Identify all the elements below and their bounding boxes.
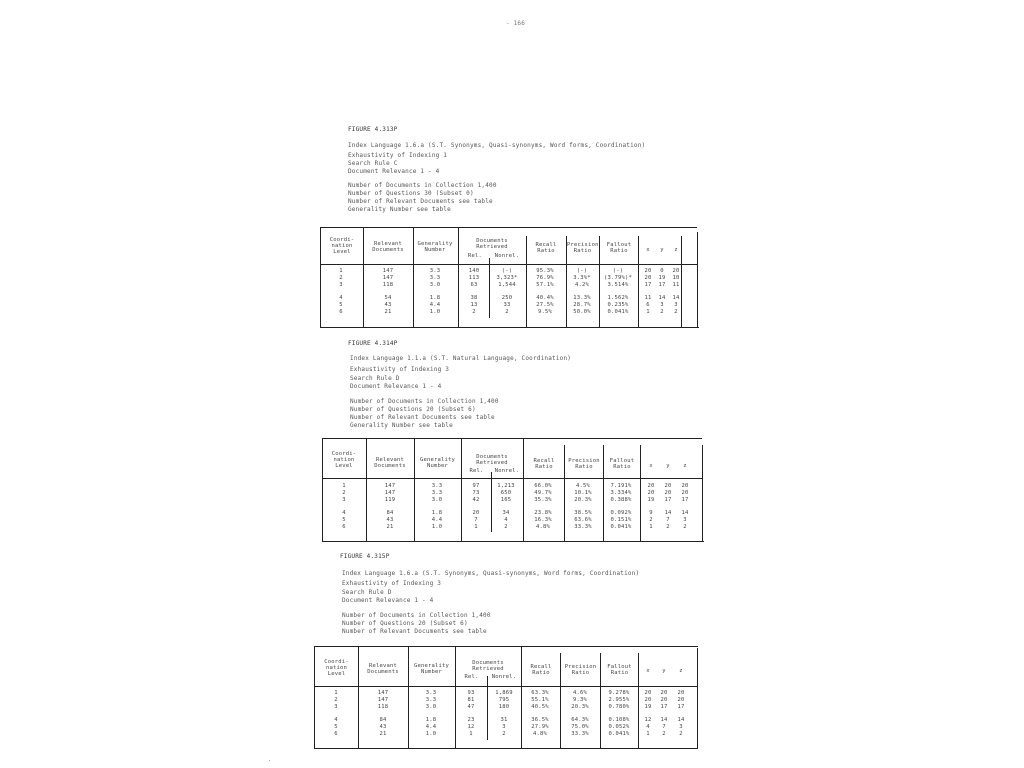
figure-desc-line: Document Relevance 1 - 4 (342, 597, 434, 604)
table-cell: 7 (662, 723, 666, 730)
col-header: x (649, 463, 653, 469)
table-cell: 10 (672, 275, 680, 282)
col-header: Precision Ratio (568, 458, 600, 470)
table-cell: 49.7% (534, 490, 552, 497)
table-cell: 147 (377, 697, 389, 704)
table-cell: 14 (677, 716, 685, 723)
figure-desc-line: Index Language 1.6.a (S.T. Synonyms, Quasi-synonyms, Word forms, Coordination) (342, 570, 640, 577)
table-cell: 14 (664, 509, 672, 516)
table-cell: 33.3% (574, 524, 592, 530)
table-cell: 21 (384, 309, 392, 315)
table-cell: (-) (612, 268, 624, 274)
table-cell: 650 (500, 490, 512, 497)
table-cell: 0.235% (607, 301, 629, 308)
table-cell: 1,213 (497, 483, 515, 489)
table-cell: 4 (646, 723, 650, 730)
col-header: y (666, 463, 670, 469)
table-cell: 20 (472, 509, 480, 516)
table-cell: 2 (472, 309, 476, 315)
table-cell: 4 (504, 516, 508, 523)
table-cell: 2 (504, 524, 508, 530)
table-cell: 118 (377, 704, 389, 711)
table-cell: 4.8% (532, 731, 548, 737)
col-header: Fallout Ratio (609, 458, 635, 470)
col-header: Documents Retrieved (476, 238, 508, 250)
col-header: Documents Retrieved (472, 660, 504, 672)
table-cell: 2 (342, 490, 346, 497)
figure-desc-line: Index Language 1.1.a (S.T. Natural Language, Coordination) (350, 355, 572, 362)
figure-desc-line: Search Rule D (342, 589, 392, 596)
table-cell: 20 (647, 483, 655, 489)
table-cell: 17 (681, 497, 689, 504)
table-cell: 75.0% (571, 723, 589, 730)
table-cell: 2 (683, 524, 687, 530)
table-cell: 9 (649, 509, 653, 516)
col-header: Documents Retrieved (476, 454, 508, 466)
table-cell: 14 (681, 509, 689, 516)
table-cell: 93 (467, 690, 475, 696)
table-cell: 795 (498, 697, 510, 704)
figure-desc-line: Number of Documents in Collection 1,400 (348, 182, 497, 189)
col-header: Generality Number (413, 663, 450, 675)
table-cell: 33 (503, 301, 511, 308)
table-cell: 10.1% (574, 490, 592, 497)
table-cell: 2 (505, 309, 509, 315)
figure-desc-line: Exhaustivity of Indexing 3 (342, 580, 442, 587)
table-cell: 3.3 (429, 275, 441, 282)
table-cell: 3.3 (425, 690, 437, 696)
table-cell: 3.3 (429, 268, 441, 274)
table-cell: 57.1% (536, 282, 554, 289)
table-cell: 28.7% (573, 301, 591, 308)
table-cell: 140 (468, 268, 480, 274)
table-cell: 47 (467, 704, 475, 711)
table-cell: 20 (681, 483, 689, 489)
table-cell: 50.0% (573, 309, 591, 315)
table-cell: 5 (339, 301, 343, 308)
table-cell: 19 (658, 275, 666, 282)
col-header: Recall Ratio (533, 458, 555, 470)
table-cell: 1.562% (607, 294, 629, 301)
table-cell: 17 (677, 704, 685, 711)
col-header: x (646, 247, 650, 253)
col-header: Relevant Documents (374, 457, 406, 469)
table-cell: 95.3% (536, 268, 554, 274)
table-cell: 4 (342, 509, 346, 516)
col-header: y (662, 668, 666, 674)
figure-desc-line: Exhaustivity of Indexing 1 (348, 152, 448, 159)
table-cell: 119 (384, 497, 396, 504)
table-cell: 20 (647, 490, 655, 497)
table-cell: 33.3% (571, 731, 589, 737)
table-cell: 20 (644, 690, 652, 696)
figure-desc-line: Exhaustivity of Indexing 3 (350, 366, 450, 373)
table-cell: 147 (384, 490, 396, 497)
table-cell: 0.092% (610, 509, 632, 516)
figure-desc-line: Generality Number see table (348, 206, 451, 213)
table-cell: 19 (644, 704, 652, 711)
figure-title: FIGURE 4.314P (348, 340, 398, 347)
table-cell: 4.6% (572, 690, 588, 696)
table-cell: 42 (472, 497, 480, 504)
table-cell: 36.5% (531, 716, 549, 723)
table-cell: 16.3% (534, 516, 552, 523)
table-cell: 17 (644, 282, 652, 289)
figure-desc-line: Number of Questions 20 (Subset 6) (342, 620, 468, 627)
table-cell: 2 (679, 731, 683, 737)
table-cell: 20 (644, 697, 652, 704)
table-cell: 19 (647, 497, 655, 504)
table-cell: 66.0% (534, 483, 552, 489)
table-cell: 20 (664, 490, 672, 497)
col-header: Relevant Documents (367, 663, 399, 675)
table-cell: (3.79%)* (603, 275, 633, 282)
table-cell: 3.3 (431, 490, 443, 497)
table-cell: 147 (384, 483, 396, 489)
col-header: Rel. (469, 468, 484, 474)
table-cell: 3 (660, 301, 664, 308)
table-cell: 38.5% (574, 509, 592, 516)
table-cell: 55.1% (531, 697, 549, 704)
table-cell: 31 (500, 716, 508, 723)
table-cell: 113 (468, 275, 480, 282)
table-cell: 20.3% (574, 497, 592, 504)
table-cell: 2 (649, 516, 653, 523)
table-cell: 3 (502, 723, 506, 730)
table-cell: 63 (470, 282, 478, 289)
table-cell: 20 (677, 690, 685, 696)
table-cell: 3.334% (610, 490, 632, 497)
col-header: Fallout Ratio (607, 664, 632, 676)
table-cell: 1 (646, 309, 650, 315)
table-cell: 6 (342, 524, 346, 530)
table-cell: 17 (660, 704, 668, 711)
table-cell: 14 (660, 716, 668, 723)
table-cell: 20 (681, 490, 689, 497)
col-header: Precision Ratio (567, 242, 599, 254)
table-cell: 34 (502, 509, 510, 516)
table-cell: 4.8% (535, 524, 551, 530)
table-cell: 11 (672, 282, 680, 289)
col-header: Generality Number (417, 241, 453, 253)
col-header: Rel. (467, 253, 483, 259)
table-cell: 1.8 (431, 509, 443, 516)
table-cell: 11 (644, 294, 652, 301)
table-cell: 63.3% (531, 690, 549, 696)
table-cell: 0.388% (610, 497, 632, 504)
figure-desc-line: Number of Documents in Collection 1,400 (350, 398, 499, 405)
table-cell: 250 (501, 294, 513, 301)
table-cell: 4.4 (429, 301, 441, 308)
table-cell: 4.5% (575, 483, 591, 489)
col-header: y (660, 247, 664, 253)
table-cell: 147 (377, 690, 389, 696)
table-cell: 2.955% (608, 697, 630, 704)
table-cell: 1 (334, 690, 338, 696)
table-cell: 1.8 (425, 716, 437, 723)
table-cell: 0.780% (608, 704, 630, 711)
table-cell: 9.5% (537, 309, 553, 315)
table-cell: 20 (664, 483, 672, 489)
table-cell: 76.9% (536, 275, 554, 282)
col-header: Coordi- nation Level (329, 237, 355, 255)
table-cell: 20 (672, 268, 680, 274)
table-cell: 17 (658, 282, 666, 289)
table-cell: 12 (644, 716, 652, 723)
figure-desc-line: Number of Relevant Documents see table (348, 198, 493, 205)
figure-desc-line: Search Rule D (350, 375, 400, 382)
table-cell: 3,323* (496, 275, 518, 282)
col-header: Coordi- nation Level (324, 659, 349, 677)
table-cell: 20 (644, 275, 652, 282)
table-cell: (-) (576, 268, 588, 274)
table-cell: 63.6% (574, 516, 592, 523)
table-cell: 1 (649, 524, 653, 530)
table-cell: 2 (339, 275, 343, 282)
table-cell: 4.2% (574, 282, 590, 289)
col-header: Recall Ratio (530, 664, 552, 676)
figure-desc-line: Document Relevance 1 - 4 (348, 168, 440, 175)
table-cell: 27.5% (536, 301, 554, 308)
figure-desc-line: Index Language 1.6.a (S.T. Synonyms, Quasi-synonyms, Word forms, Coordination) (348, 142, 646, 149)
table-cell: 20 (660, 697, 668, 704)
table-cell: 23.8% (534, 509, 552, 516)
table-cell: 118 (382, 282, 394, 289)
table-cell: 1 (342, 483, 346, 489)
table-cell: 20 (644, 268, 652, 274)
table-cell: 1.8 (429, 294, 441, 301)
col-header: Coordi- nation Level (331, 451, 357, 469)
table-cell: 3 (679, 723, 683, 730)
figure-desc-line: Generality Number see table (350, 422, 453, 429)
table-cell: 1 (474, 524, 478, 530)
table-cell: 43 (379, 723, 387, 730)
table-cell: 84 (379, 716, 387, 723)
table-cell: 5 (342, 516, 346, 523)
table-cell: 38 (470, 294, 478, 301)
table-cell: 2 (674, 309, 678, 315)
page-number: - 166 (506, 20, 526, 27)
table-cell: 20.3% (571, 704, 589, 711)
table-cell: 4 (334, 716, 338, 723)
table-cell: 147 (382, 268, 394, 274)
col-header: Nonrel. (491, 674, 517, 680)
table-cell: 6 (646, 301, 650, 308)
table-cell: 7 (474, 516, 478, 523)
table-cell: 2 (662, 731, 666, 737)
table-cell: 3 (674, 301, 678, 308)
table-cell: 0 (660, 268, 664, 274)
table-cell: 4.4 (425, 723, 437, 730)
table-cell: 20 (677, 697, 685, 704)
col-header: z (683, 463, 687, 469)
col-header: z (679, 668, 683, 674)
figure-desc-line: Number of Documents in Collection 1,400 (342, 612, 491, 619)
col-header: z (674, 247, 678, 253)
table-cell: 0.151% (610, 516, 632, 523)
figure-desc-line: Number of Questions 20 (Subset 6) (350, 406, 476, 413)
table-cell: 0.108% (608, 716, 630, 723)
table-cell: 3.0 (431, 497, 443, 504)
table-cell: 1,544 (498, 282, 516, 289)
table-cell: 1 (469, 731, 473, 737)
table-cell: 27.9% (531, 723, 549, 730)
table-cell: 1 (646, 731, 650, 737)
figure-desc-line: Number of Relevant Documents see table (342, 628, 487, 635)
col-header: Relevant Documents (372, 241, 404, 253)
table-cell: 0.052% (608, 723, 630, 730)
figure-title: FIGURE 4.315P (340, 553, 390, 560)
col-header: Precision Ratio (564, 664, 597, 676)
table-cell: 6 (339, 309, 343, 315)
table-cell: 13 (470, 301, 478, 308)
table-cell: 180 (498, 704, 510, 711)
table-cell: 81 (467, 697, 475, 704)
figure-desc-line: Number of Questions 30 (Subset 0) (348, 190, 474, 197)
table-cell: 4.4 (431, 516, 443, 523)
table-cell: 3 (339, 282, 343, 289)
table-cell: 2 (666, 524, 670, 530)
table-cell: 21 (386, 524, 394, 530)
col-header: x (646, 668, 650, 674)
table-cell: 7.191% (610, 483, 632, 489)
table-cell: 23 (467, 716, 475, 723)
table-cell: 2 (502, 731, 506, 737)
table-cell: 2 (334, 697, 338, 704)
table-cell: 21 (379, 731, 387, 737)
table-cell: 3.514% (607, 282, 629, 289)
table-cell: 3.3%* (573, 275, 591, 282)
table-cell: 0.041% (607, 309, 629, 315)
table-cell: 3 (342, 497, 346, 504)
table-cell: 1.0 (431, 524, 443, 530)
figure-desc-line: Number of Relevant Documents see table (350, 414, 495, 421)
table-cell: 12 (467, 723, 475, 730)
table-cell: 20 (660, 690, 668, 696)
table-cell: 7 (666, 516, 670, 523)
table-cell: 1.0 (429, 309, 441, 315)
col-header: Recall Ratio (535, 242, 557, 254)
table-cell: 73 (472, 490, 480, 497)
table-cell: 84 (386, 509, 394, 516)
table-cell: 3.0 (429, 282, 441, 289)
table-cell: 54 (384, 294, 392, 301)
col-header: Nonrel. (494, 253, 520, 259)
table-cell: 40.5% (531, 704, 549, 711)
figure-desc-line: Search Rule C (348, 160, 398, 167)
table-cell: 43 (386, 516, 394, 523)
table-cell: 9.3% (572, 697, 588, 704)
col-header: Fallout Ratio (606, 242, 632, 254)
table-cell: 5 (334, 723, 338, 730)
table-cell: 14 (658, 294, 666, 301)
col-header: Generality Number (419, 457, 456, 469)
table-cell: 43 (384, 301, 392, 308)
figure-title: FIGURE 4.313P (348, 126, 398, 133)
table-cell: 147 (382, 275, 394, 282)
table-cell: 40.4% (536, 294, 554, 301)
col-header: Rel. (464, 674, 479, 680)
table-cell: 35.3% (534, 497, 552, 504)
table-cell: 165 (500, 497, 512, 504)
figure-desc-line: Document Relevance 1 - 4 (350, 383, 442, 390)
table-cell: 0.041% (610, 524, 632, 530)
table-cell: 17 (664, 497, 672, 504)
page-mark: . (268, 757, 272, 763)
col-header: Nonrel. (494, 468, 520, 474)
table-cell: 2 (660, 309, 664, 315)
table-cell: 3.3 (425, 697, 437, 704)
table-cell: 4 (339, 294, 343, 301)
table-cell: 64.3% (571, 716, 589, 723)
table-cell: 14 (672, 294, 680, 301)
table-cell: 1.0 (425, 731, 437, 737)
table-cell: (-) (501, 268, 513, 274)
table-cell: 1 (339, 268, 343, 274)
table-cell: 9.278% (608, 690, 630, 696)
table-cell: 1,869 (495, 690, 513, 696)
table-cell: 3 (334, 704, 338, 711)
table-cell: 3.3 (431, 483, 443, 489)
table-cell: 3.0 (425, 704, 437, 711)
table-cell: 97 (472, 483, 480, 489)
table-cell: 6 (334, 731, 338, 737)
table-cell: 0.041% (608, 731, 630, 737)
table-cell: 3 (683, 516, 687, 523)
table-cell: 13.3% (573, 294, 591, 301)
